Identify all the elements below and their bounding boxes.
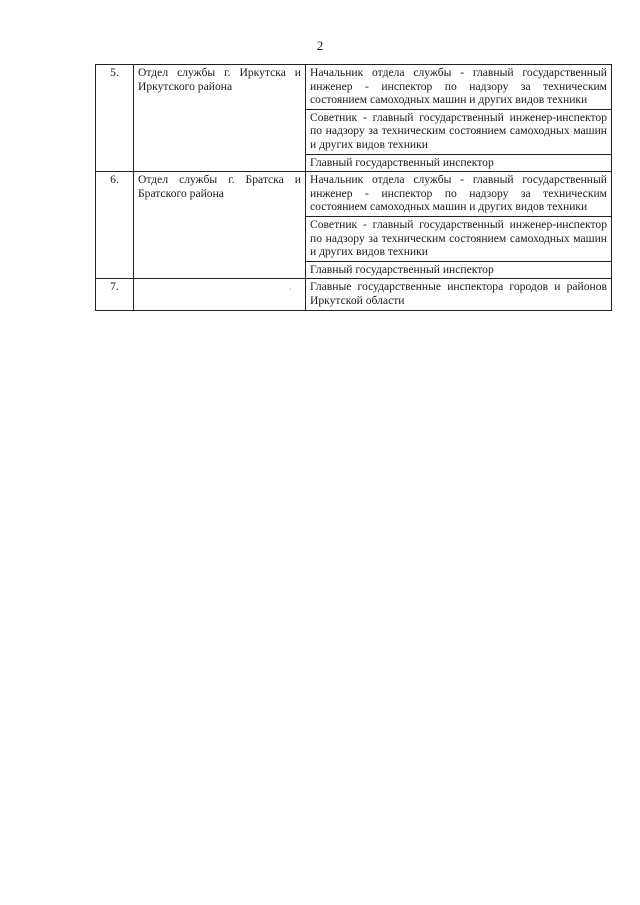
position-cell: Начальник отдела службы - главный государственный инженер - инспектор по надзору за техническим состоянием самоходных машин и других видов техники [306,65,612,110]
positions-table [95,64,612,311]
table-row [96,65,612,110]
position-cell: Советник - главный государственный инженер-инспектор по надзору за техническим состоянием самоходных машин и других видов техники [306,109,612,154]
position-cell: Главный государственный инспектор [306,154,612,172]
department-cell: Отдел службы г. Иркутска и Иркутского района [134,65,306,172]
department-cell [134,279,306,310]
row-number: 5. [96,65,134,172]
table-row [96,279,612,310]
position-cell: Главный государственный инспектор [306,261,612,279]
row-number: 7. [96,279,134,310]
table-row [96,172,612,217]
row-number: 6. [96,172,134,279]
position-cell: Начальник отдела службы - главный государственный инженер - инспектор по надзору за техническим состоянием самоходных машин и других видов техники [306,172,612,217]
department-cell: Отдел службы г. Братска и Братского района [134,172,306,279]
page-number: 2 [316,38,324,53]
position-cell: Советник - главный государственный инженер-инспектор по надзору за техническим состоянием самоходных машин и других видов техники [306,216,612,261]
position-cell: Главные государственные инспектора городов и районов Иркутской области [306,279,612,310]
scan-speck: · [289,285,292,294]
